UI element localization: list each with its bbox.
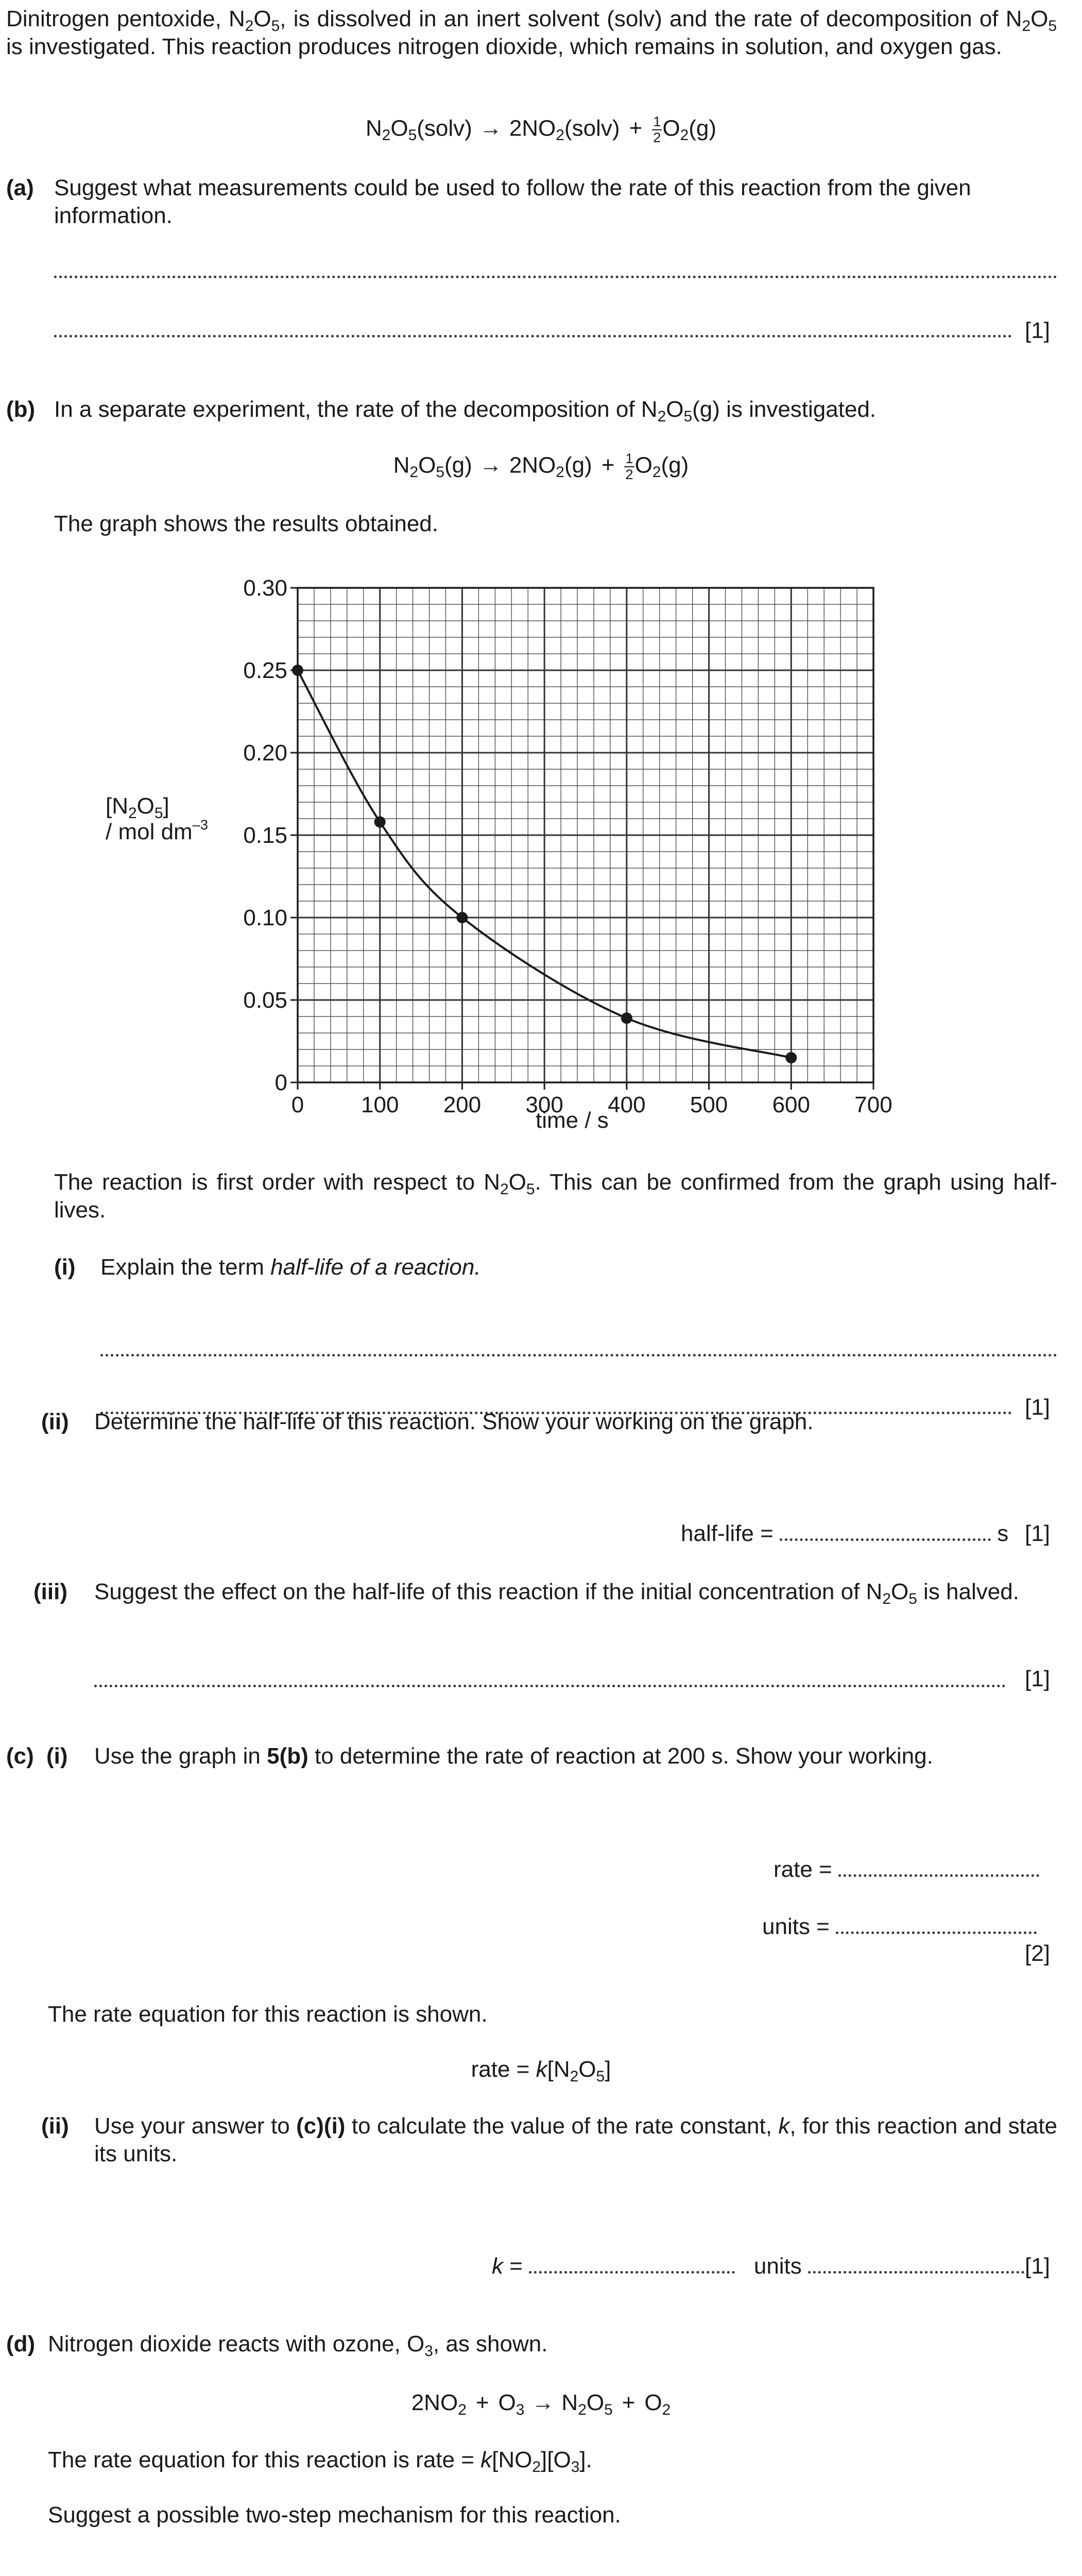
part-d-label: (d) (6, 2331, 36, 2357)
part-b-iii-question: Suggest the effect on the half-life of this reaction if the initial concentration of $N_2O_5$ is halved. (94, 1579, 1019, 1607)
y-tick-label: 0 (274, 1070, 287, 1095)
part-c-i-question: Use the graph in 5(b) to determine the rate of reaction at 200 s. Show your working. (94, 1743, 933, 1769)
y-tick-label: 0.30 (243, 575, 287, 601)
rate-equation-intro: The rate equation for this reaction is shown. (48, 2002, 488, 2027)
part-b-i-answer-line-1[interactable] (100, 1354, 1057, 1357)
part-b-iii-marks: [1] (1025, 1666, 1050, 1691)
part-d-intro: Nitrogen dioxide reacts with ozone, $O_3$, as shown. (48, 2331, 548, 2360)
part-b-iii-answer-line[interactable] (94, 1685, 1006, 1687)
part-a-answer-line-1[interactable] (54, 276, 1057, 278)
part-b-equation: $N_2O_5(g) \to 2NO_2(g)$ + $\frac{1}{2}$ $O_2(g)$ (393, 450, 689, 482)
y-tick-label: 0.25 (243, 658, 287, 683)
part-b-ii-question: Determine the half-life of this reaction. Show your working on the graph. (94, 1409, 814, 1434)
part-a-question: Suggest what measurements could be used to follow the rate of this reaction from the given information. (54, 175, 971, 228)
x-tick-label: 100 (361, 1092, 399, 1117)
y-tick-label: 0.10 (243, 905, 287, 930)
half-life-answer[interactable]: half-life = s (681, 1521, 1009, 1546)
y-tick-label: 0.15 (243, 823, 287, 848)
units-answer[interactable]: units = (762, 1913, 1037, 1941)
part-d-equation: $2NO_2 + O_3 \to N_2O_5 + O_2$ (411, 2390, 671, 2418)
part-d-rate-equation: The rate equation for this reaction is rate = $k[NO_2][O_3]$. (48, 2447, 592, 2476)
part-b-i-marks: [1] (1025, 1395, 1050, 1420)
part-c-i-label: (i) (46, 1743, 68, 1769)
x-tick-label: 500 (690, 1092, 728, 1117)
part-c-ii-question: Use your answer to (c)(i) to calculate the value of the rate constant, k, for this reaction and state its units. (94, 2113, 1057, 2166)
rate-answer[interactable]: rate = (774, 1856, 1039, 1884)
part-b-i-label: (i) (54, 1255, 76, 1280)
x-tick-label: 400 (608, 1092, 646, 1117)
y-tick-label: 0.05 (243, 988, 287, 1013)
data-point (621, 1012, 632, 1024)
intro-paragraph: Dinitrogen pentoxide, $N_2O_5$, is dissolved in an inert solvent (solv) and the rate of decomposition of $N_2O_5$ is investigated. This reaction produces nitrogen dioxide, which remains in solution, and oxygen gas. (6, 6, 1057, 59)
part-c-i-marks: [2] (1025, 1941, 1050, 1966)
rate-constant-answer[interactable]: k = units (492, 2252, 1024, 2280)
first-order-text: The reaction is first order with respect to $N_2O_5$. This can be confirmed from the graph using half-lives. (54, 1170, 1057, 1223)
part-d-question: Suggest a possible two-step mechanism for this reaction. (48, 2502, 621, 2528)
part-b-ii-label: (ii) (41, 1409, 69, 1434)
x-axis-label: time / s (536, 1108, 609, 1133)
part-a-marks: [1] (1025, 318, 1050, 343)
intro-equation: $N_2O_5(solv)$ → $2NO_2(solv)$ + $\frac{1}{2}$ $O_2(g)$ (365, 113, 717, 145)
part-c-ii-label: (ii) (41, 2113, 69, 2139)
part-c-ii-marks: [1] (1025, 2253, 1050, 2279)
part-b-iii-label: (iii) (33, 1579, 67, 1604)
graph-intro-text: The graph shows the results obtained. (54, 511, 439, 536)
data-point (456, 912, 468, 923)
part-b-i-question: Explain the term half-life of a reaction. (100, 1255, 481, 1280)
x-tick-label: 0 (291, 1092, 304, 1117)
data-point (785, 1052, 797, 1063)
x-tick-label: 300 (525, 1092, 563, 1117)
rate-equation: rate = $k[N_2O_5]$ (471, 2057, 611, 2085)
part-c-label: (c) (6, 1743, 34, 1769)
x-tick-label: 600 (772, 1092, 810, 1117)
x-tick-label: 700 (854, 1092, 892, 1117)
part-b-ii-marks: [1] (1025, 1521, 1050, 1546)
part-a-label: (a) (6, 175, 34, 200)
y-axis-label: $[N_2O_5]$ / mol $dm^{-3}$ (106, 793, 209, 844)
part-b-label: (b) (6, 397, 36, 422)
grid-major (298, 588, 873, 1082)
part-a-answer-line-2[interactable] (54, 335, 1012, 337)
data-point (374, 816, 386, 827)
data-point (292, 665, 303, 676)
part-b-intro: In a separate experiment, the rate of the decomposition of $N_2O_5(g)$ is investigated. (54, 397, 877, 425)
x-tick-label: 200 (443, 1092, 482, 1117)
y-tick-label: 0.20 (243, 740, 287, 766)
ticks (243, 575, 892, 1117)
